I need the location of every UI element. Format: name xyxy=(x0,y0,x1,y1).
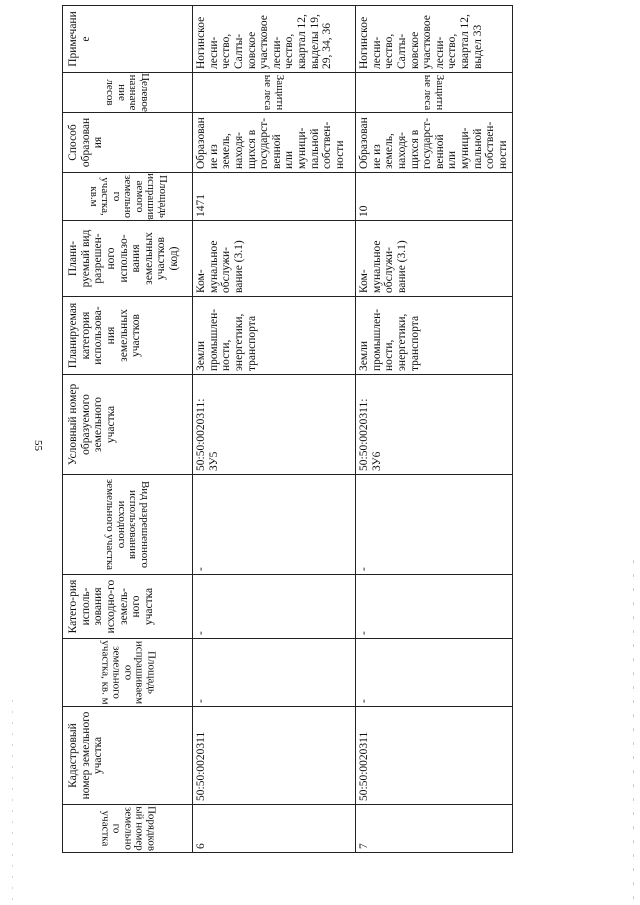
cell-purpose: Защитные леса xyxy=(356,73,513,113)
header-conditional-number: Условный номер образуемого земельного участка xyxy=(63,375,193,475)
cell-area-requested: 1471 xyxy=(193,173,356,221)
header-category-plan: Планируемая категория использова-ния земельных участков xyxy=(63,297,193,375)
cell-use-src: - xyxy=(356,475,513,575)
rotated-table-wrapper xyxy=(62,6,510,853)
cell-order: 7 xyxy=(356,805,513,853)
table-row xyxy=(193,6,356,853)
scan-edge-artifact xyxy=(633,560,634,900)
header-note: Примечание xyxy=(63,6,193,73)
cell-conditional-number: 50:50:0020311: ЗУ5 xyxy=(193,375,356,475)
table-header-row xyxy=(63,6,193,853)
cell-conditional-number: 50:50:0020311: ЗУ6 xyxy=(356,375,513,475)
land-plots-table xyxy=(62,5,513,853)
table-row xyxy=(356,6,513,853)
header-purpose: Целевое назначение лесов xyxy=(63,73,193,113)
cell-use-plan: Ком-мунальное обслужи-вание (3.1) xyxy=(356,221,513,297)
cell-use-plan: Ком-мунальное обслужи-вание (3.1) xyxy=(193,221,356,297)
cell-use-src: - xyxy=(193,475,356,575)
cell-cadastral: 50:50:0020311 xyxy=(193,707,356,805)
header-area-requested: Площадь испрашиваемого земельного участка, кв.м xyxy=(63,173,193,221)
cell-category-plan: Земли промышлен-ности, энергетики, транспорта xyxy=(193,297,356,375)
cell-purpose: Защитные леса xyxy=(193,73,356,113)
cell-cadastral: 50:50:0020311 xyxy=(356,707,513,805)
cell-category-src: - xyxy=(193,575,356,639)
header-category-src: Катего-рия исполь-зования исходно-го земель-ного участка xyxy=(63,575,193,639)
cell-method: Образование из земель, находя-щихся в государст-венной или муници-пальной собствен-ности xyxy=(193,113,356,173)
cell-note: Ногинское лесни-чество, Салты-ковское участковое лесни-чество, квартал 12, выдел 33 xyxy=(356,6,513,73)
cell-area-src: - xyxy=(356,639,513,707)
cell-method: Образование из земель, находя-щихся в государст-венной или муници-пальной собствен-ности xyxy=(356,113,513,173)
header-use-plan: Плани-руемый вид разрешен-ного использо-вания земельных участков (код) xyxy=(63,221,193,297)
cell-note: Ногинское лесни-чество, Салты-ковское участковое лесни-чество, квартал 12, выделы 19, 29, 34, 36 xyxy=(193,6,356,73)
header-order: Порядковый номер земельного участка xyxy=(63,805,193,853)
cell-category-src: - xyxy=(356,575,513,639)
header-area-src: Площадь испрашиваемого земельного участка, кв. м xyxy=(63,639,193,707)
scan-edge-artifact xyxy=(12,700,13,900)
page-number: 55 xyxy=(32,440,44,451)
header-use-src: Вид разрешенного использования исходного земельного участка xyxy=(63,475,193,575)
header-cadastral: Кадастровый номер земельного участка xyxy=(63,707,193,805)
header-method: Способ образования xyxy=(63,113,193,173)
cell-category-plan: Земли промышлен-ности, энергетики, транспорта xyxy=(356,297,513,375)
cell-area-requested: 10 xyxy=(356,173,513,221)
cell-area-src: - xyxy=(193,639,356,707)
cell-order: 6 xyxy=(193,805,356,853)
